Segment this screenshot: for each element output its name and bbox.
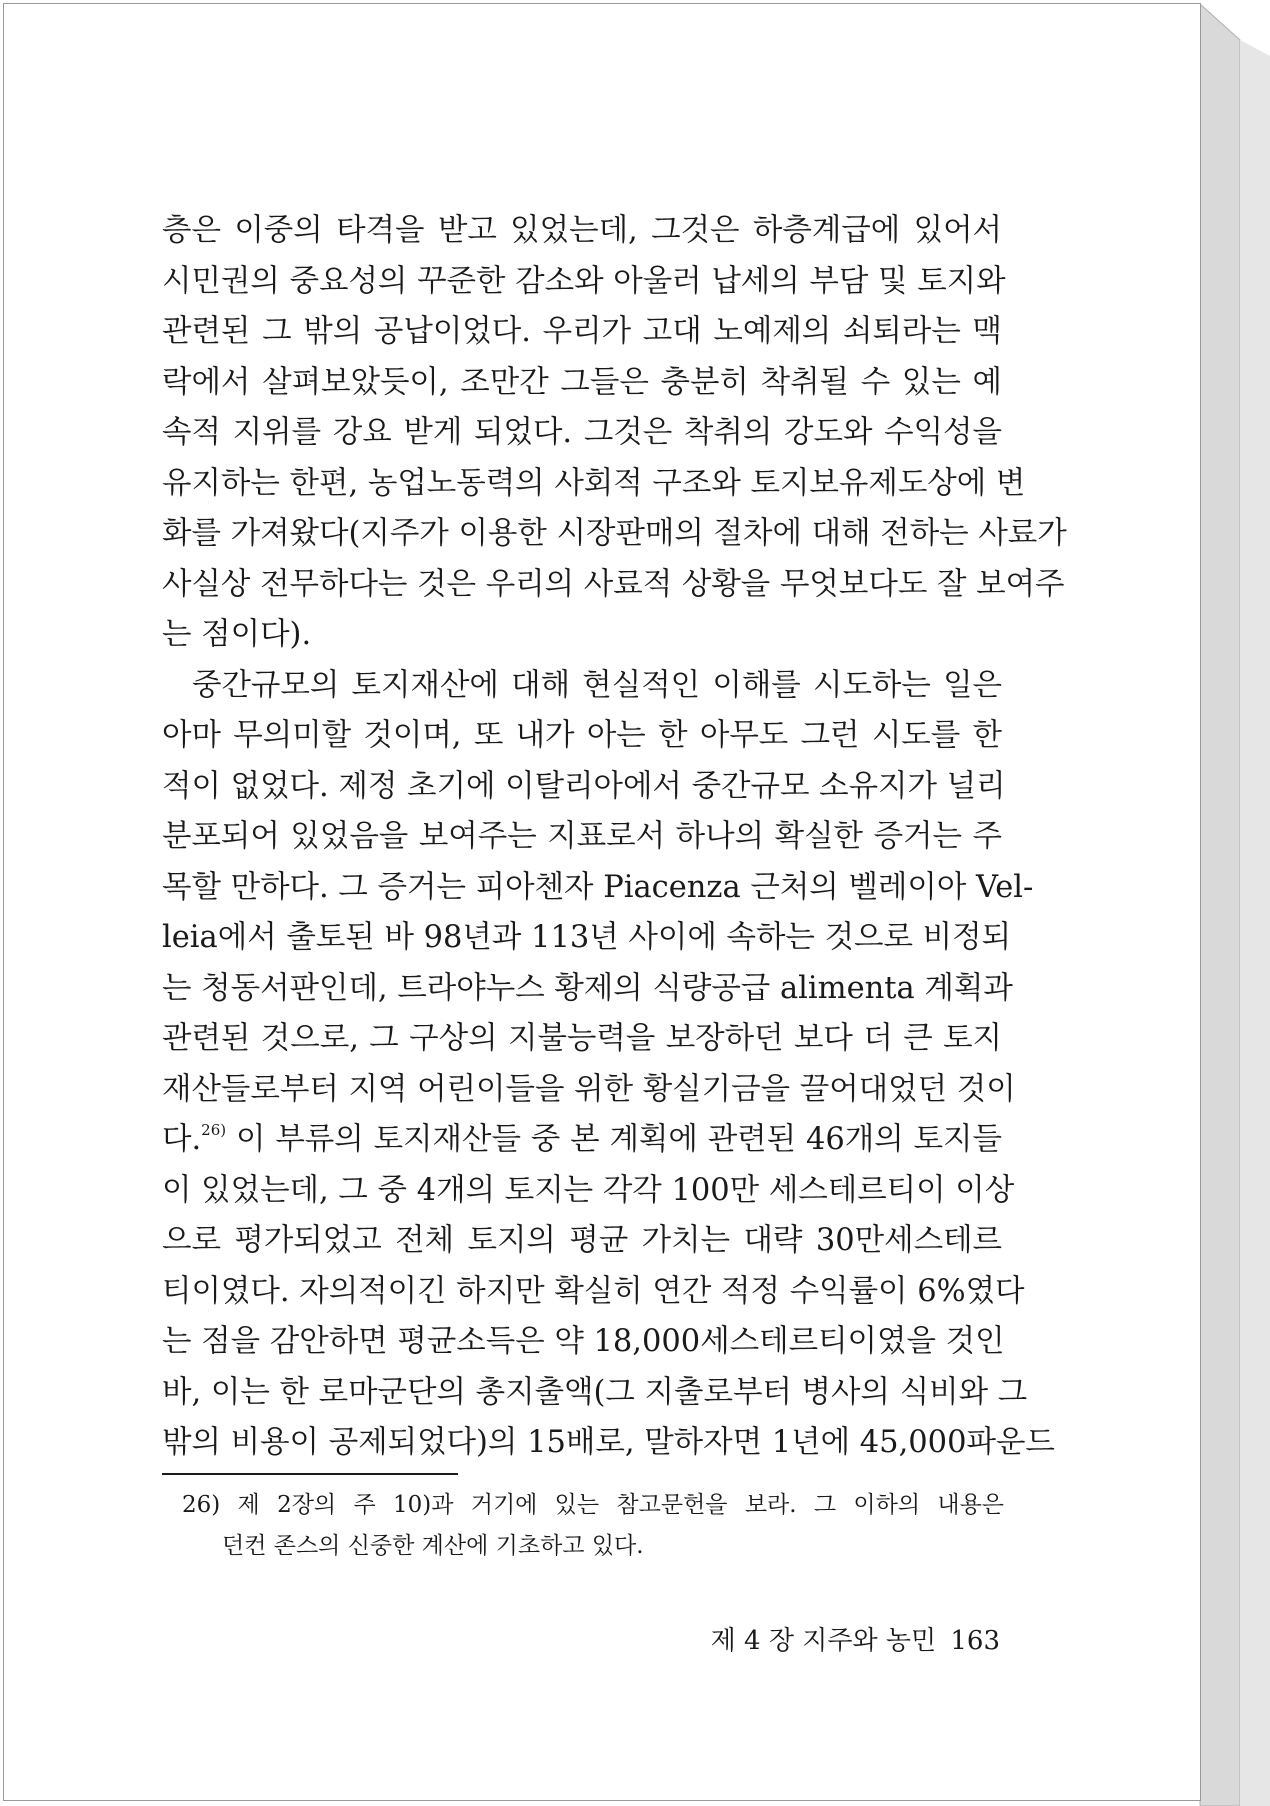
text-line-content: 재산들로부터 지역 어린이들을 위한 황실기금을 끌어대었던 것이 <box>162 1071 1016 1107</box>
footnote-reference: 26) <box>201 1121 227 1139</box>
text-line-content: 는 점이다). <box>162 617 312 652</box>
text-line-content: 목할 만하다. 그 증거는 피아첸자 Piacenza 근처의 벨레이아 Vel- <box>162 869 1034 905</box>
text-line-content: 유지하는 한편, 농업노동력의 사회적 구조와 토지보유제도상에 변 <box>162 465 1026 501</box>
text-line-content: 화를 가져왔다(지주가 이용한 시장판매의 절차에 대해 전하는 사료가 <box>162 516 1067 551</box>
text-line <box>162 307 1002 358</box>
text-line <box>162 358 1002 409</box>
text-line-content: 층은 이중의 타격을 받고 있었는데, 그것은 하층계급에 있어서 <box>162 213 1002 248</box>
text-line <box>162 762 1006 813</box>
text-line-content: 중간규모의 토지재산에 대해 현실적인 이해를 시도하는 일은 <box>192 667 1002 703</box>
text-line-content: 락에서 살펴보았듯이, 조만간 그들은 충분히 착취될 수 있는 예 <box>162 364 1002 400</box>
text-line-content: 시민권의 중요성의 꾸준한 감소와 아울러 납세의 부담 및 토지와 <box>162 263 1006 299</box>
footnote-line-2: 던컨 존스의 신중한 계산에 기초하고 있다. <box>222 1533 644 1559</box>
chapter-title: 제 4 장 지주와 농민 <box>710 1626 937 1656</box>
text-line <box>162 964 1013 1015</box>
text-line <box>162 863 1034 914</box>
running-footer <box>680 1620 1000 1657</box>
footnote-separator <box>162 1473 458 1475</box>
text-line <box>162 509 1067 560</box>
text-line <box>162 1166 1015 1217</box>
text-line <box>162 1418 1055 1469</box>
text-line <box>162 711 1002 762</box>
text-line-content: 분포되어 있었음을 보여주는 지표로서 하나의 확실한 증거는 주 <box>162 819 1002 854</box>
text-line <box>162 913 1012 964</box>
text-line <box>162 812 1002 863</box>
text-line <box>162 206 1002 257</box>
text-line <box>162 1368 1028 1419</box>
text-line <box>162 1115 1002 1166</box>
text-line-content: 사실상 전무하다는 것은 우리의 사료적 상황을 무엇보다도 잘 보여주 <box>162 566 1065 602</box>
body-text <box>162 206 1067 1469</box>
text-line-continuation: 이 부류의 토지재산들 중 본 계획에 관련된 46개의 토지들 <box>226 1122 1002 1157</box>
text-line <box>162 1014 1002 1065</box>
text-line <box>162 560 1065 611</box>
footnote-line-1: 26) 제 2장의 주 10)과 거기에 있는 참고문헌을 보라. 그 이하의 내용은 <box>182 1492 1004 1518</box>
text-line <box>162 661 1002 712</box>
text-line-content: 티이였다. 자의적이긴 하지만 확실히 연간 적정 수익률이 6%였다 <box>162 1273 1025 1309</box>
text-line-content: 관련된 것으로, 그 구상의 지불능력을 보장하던 보다 더 큰 토지 <box>162 1021 1002 1056</box>
text-line <box>162 1216 1002 1267</box>
text-line-content: 는 점을 감안하면 평균소득은 약 18,000세스테르티이였을 것인 <box>162 1324 1005 1359</box>
text-line-content: 관련된 그 밖의 공납이었다. 우리가 고대 노예제의 쇠퇴라는 맥 <box>162 314 1002 349</box>
text-line-content: 바, 이는 한 로마군단의 총지출액(그 지출로부터 병사의 식비와 그 <box>162 1374 1028 1410</box>
text-line <box>162 257 1006 308</box>
footnote <box>182 1485 1004 1567</box>
text-line-content: 속적 지위를 강요 받게 되었다. 그것은 착취의 강도와 수익성을 <box>162 415 1002 450</box>
text-line <box>162 1267 1025 1318</box>
text-line-content: 아마 무의미할 것이며, 또 내가 아는 한 아무도 그런 시도를 한 <box>162 718 1002 753</box>
text-line <box>162 1065 1016 1116</box>
text-line <box>162 459 1026 510</box>
text-line-content: 적이 없었다. 제정 초기에 이탈리아에서 중간규모 소유지가 널리 <box>162 768 1006 804</box>
text-line-content: 으로 평가되었고 전체 토지의 평균 가치는 대략 30만세스테르 <box>162 1223 1002 1258</box>
text-line <box>162 408 1002 459</box>
text-line-content: 다. <box>162 1122 202 1157</box>
text-line-content: 밖의 비용이 공제되었다)의 15배로, 말하자면 1년에 45,000파운드 <box>162 1425 1055 1460</box>
text-line-content: 는 청동서판인데, 트라야누스 황제의 식량공급 alimenta 계획과 <box>162 970 1013 1006</box>
text-line <box>162 1317 1005 1368</box>
text-line-content: 이 있었는데, 그 중 4개의 토지는 각각 100만 세스테르티이 이상 <box>162 1172 1015 1208</box>
page-number: 163 <box>950 1626 1000 1656</box>
text-line-content: leia에서 출토된 바 98년과 113년 사이에 속하는 것으로 비정되 <box>162 920 1012 955</box>
text-line <box>162 610 1002 661</box>
